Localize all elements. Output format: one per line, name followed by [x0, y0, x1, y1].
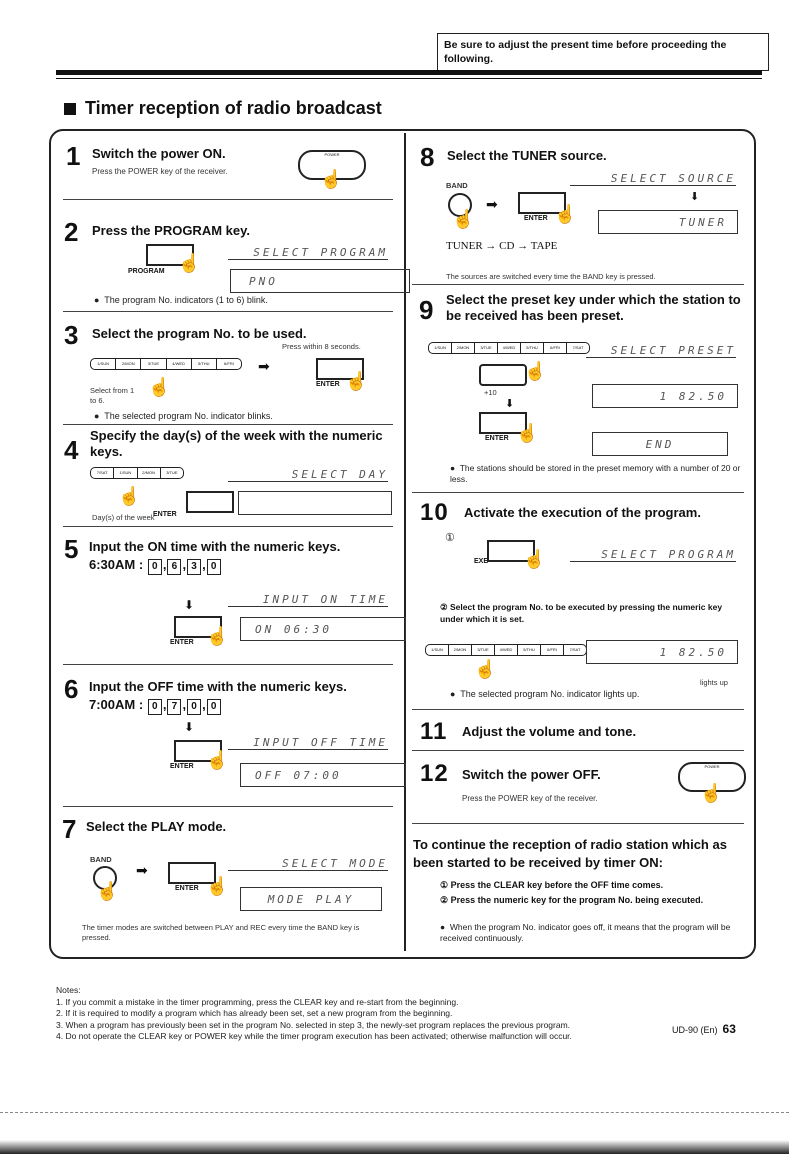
- hand-icon: ☝: [554, 204, 577, 224]
- step-9-title: Select the preset key under which the station to be received has been preset.: [446, 292, 741, 323]
- enter-key-label: ENTER: [170, 639, 194, 646]
- enter-key-label: ENTER: [485, 435, 509, 442]
- step-1-desc: Press the POWER key of the receiver.: [92, 167, 228, 176]
- scan-artifact-line: [0, 1112, 789, 1117]
- step-7-caption: The timer modes are switched between PLAY and REC every time the BAND key is pressed.: [82, 923, 360, 942]
- day-key-tue: 3/TUE: [140, 359, 165, 369]
- day-key-wed: 4/WED: [166, 359, 191, 369]
- enter-key-label: ENTER: [170, 763, 194, 770]
- header-rule-thin: [56, 78, 762, 79]
- step-5-title: Input the ON time with the numeric keys.: [89, 539, 341, 554]
- page-footer: [672, 1022, 736, 1036]
- step-2-bullet-text: The program No. indicators (1 to 6) blink.: [104, 295, 268, 305]
- day-keys-row: [90, 358, 242, 370]
- preset-key: 2/MON: [451, 343, 474, 353]
- step-divider: [63, 664, 393, 665]
- preset-key: 6/FRI: [543, 343, 566, 353]
- hand-icon: ☝: [206, 876, 229, 896]
- step-3-press: Press within 8 seconds.: [282, 342, 361, 351]
- step-10-sub-1: ①: [445, 532, 455, 544]
- numeric-key: 3: [187, 559, 201, 575]
- numeric-key: 0: [207, 559, 221, 575]
- program-key: 1/SUN: [431, 647, 443, 652]
- step-1-number: 1: [66, 141, 81, 171]
- week-keys-row: [90, 467, 184, 479]
- step-4-number: 4: [64, 435, 79, 465]
- step-3-select-from: Select from 1 to 6.: [90, 386, 135, 405]
- preset-key: 7/SAT: [566, 343, 589, 353]
- step-9-lcd-2: 1 82.50: [659, 389, 727, 403]
- hand-icon: ☝: [148, 377, 171, 397]
- step-divider: [63, 424, 393, 425]
- step-8-lcd-1: SELECT SOURCE: [570, 172, 736, 186]
- scan-artifact-band: [0, 1140, 789, 1154]
- step-2-lcd-2: PNO: [249, 274, 278, 288]
- enter-key-illustration: [186, 491, 234, 513]
- day-key-mon: 2/MON: [115, 359, 140, 369]
- step-3-title: Select the program No. to be used.: [92, 326, 307, 341]
- step-7-number: 7: [62, 814, 77, 844]
- section-title-text: Timer reception of radio broadcast: [85, 98, 382, 118]
- continue-item-2: ② Press the numeric key for the program No. being executed.: [440, 895, 704, 905]
- step-6-keys: 7:00AM : 0 , 7 , 0 , 0: [89, 697, 222, 715]
- step-10-bullet: ● The selected program No. indicator lights up.: [450, 689, 640, 699]
- enter-key-label: ENTER: [153, 511, 177, 518]
- note-item: 2. If it is required to modify a program which has already been set, set a new program from the beginning.: [56, 1008, 453, 1018]
- notes: [56, 985, 572, 1043]
- step-6-number: 6: [64, 674, 79, 704]
- step-7-lcd-2: MODE PLAY: [267, 892, 355, 906]
- step-7-title: Select the PLAY mode.: [86, 819, 227, 834]
- step-2-lcd-1: SELECT PROGRAM: [228, 246, 388, 260]
- hand-icon: ☝: [524, 361, 547, 381]
- power-label: POWER: [704, 764, 720, 769]
- day-key-thu: 5/THU: [191, 359, 216, 369]
- arrow-right-icon: ➡: [486, 196, 498, 212]
- step-4-caption: Day(s) of the week: [92, 513, 155, 522]
- step-divider: [63, 311, 393, 312]
- step-11-number: 11: [420, 718, 448, 745]
- hand-icon: ☝: [206, 626, 229, 646]
- step-9-number: 9: [419, 295, 434, 325]
- preset-keys-row: [428, 342, 590, 354]
- step-9-lcd-3: END: [645, 437, 675, 451]
- column-divider: [404, 133, 406, 951]
- step-divider: [412, 823, 744, 824]
- step-10-number: 10: [420, 499, 449, 526]
- section-title: [64, 98, 382, 119]
- step-9-lcd-1: SELECT PRESET: [586, 344, 736, 358]
- program-key: 4/WED: [494, 645, 517, 655]
- step-8-caption: The sources are switched every time the BAND key is pressed.: [446, 272, 656, 281]
- header-rule: [56, 70, 762, 75]
- step-3-bullet: ● The selected program No. indicator blinks.: [94, 411, 273, 421]
- enter-key-label: ENTER: [316, 381, 340, 388]
- preset-key: 5/THU: [520, 343, 543, 353]
- step-6-display: [240, 763, 406, 787]
- hand-icon: ☝: [118, 486, 141, 506]
- program-key: 6/FRI: [540, 645, 563, 655]
- step-4-display: [238, 491, 392, 515]
- step-2-display: [230, 269, 410, 293]
- step-divider: [63, 526, 393, 527]
- arrow-down-icon: ⬇: [184, 598, 195, 612]
- source-cycle: TUNER → CD → TAPE: [446, 240, 558, 252]
- step-9-bullet: ● The stations should be stored in the preset memory with a number of 20 or less.: [450, 463, 741, 484]
- continue-item-1: ① Press the CLEAR key before the OFF time comes.: [440, 880, 664, 890]
- note-item: 4. Do not operate the CLEAR key or POWER key while the timer program execution has been activated; otherwise malfunction will occur.: [56, 1031, 572, 1041]
- numeric-key: 0: [148, 699, 162, 715]
- enter-key-label: ENTER: [524, 215, 548, 222]
- note-item: 3. When a program has previously been set in the program No. selected in step 3, the newly-set program replaces the previous program.: [56, 1019, 571, 1030]
- step-5-lcd-2: ON 06:30: [255, 622, 332, 636]
- step-divider: [412, 492, 744, 493]
- step-6-example: 7:00AM :: [89, 697, 144, 712]
- plus10-key-illustration: [479, 364, 527, 386]
- hand-icon: ☝: [320, 169, 343, 189]
- step-8-display: [598, 210, 738, 234]
- step-5-keys: 6:30AM : 0 , 6 , 3 , 0: [89, 557, 222, 575]
- exe-key-label: EXE: [474, 558, 489, 565]
- day-key-sun-2: 1/SUN: [113, 468, 136, 478]
- hand-icon: ☝: [700, 783, 723, 803]
- band-label: BAND: [90, 855, 112, 864]
- step-10-title: Activate the execution of the program.: [464, 505, 701, 520]
- numeric-key: 7: [167, 699, 181, 715]
- hand-icon: ☝: [96, 881, 119, 901]
- continue-title: To continue the reception of radio station which as been started to be received by timer ON:: [413, 837, 727, 870]
- step-divider: [412, 709, 744, 710]
- step-9-display-1: [592, 384, 738, 408]
- enter-key-label: ENTER: [175, 885, 199, 892]
- program-key: 2/MON: [448, 645, 471, 655]
- lights-up-label: lights up: [700, 678, 728, 687]
- preset-key: 3/TUE: [474, 343, 497, 353]
- step-8-number: 8: [420, 142, 435, 172]
- numeric-key: 0: [207, 699, 221, 715]
- power-label: POWER: [324, 152, 340, 157]
- step-6-title: Input the OFF time with the numeric keys.: [89, 679, 347, 694]
- program-key: 3/TUE: [471, 645, 494, 655]
- step-6-lcd-1: INPUT OFF TIME: [228, 736, 388, 750]
- step-10-sub-2: ② Select the program No. to be executed by pressing the numeric key under which it is set.: [440, 602, 723, 624]
- numeric-key: 0: [148, 559, 162, 575]
- step-4-lcd-1: SELECT DAY: [228, 468, 388, 482]
- hand-icon: ☝: [178, 253, 201, 273]
- step-5-number: 5: [64, 534, 79, 564]
- step-2-title: Press the PROGRAM key.: [92, 223, 250, 238]
- day-key-sun: 1/SUN: [97, 361, 109, 366]
- square-bullet-icon: [64, 103, 76, 115]
- step-divider: [412, 750, 744, 751]
- day-key-mon-2: 2/MON: [137, 468, 160, 478]
- preset-key: 1/SUN: [434, 345, 446, 350]
- hand-icon: ☝: [516, 423, 539, 443]
- step-9-bullet-text: The stations should be stored in the preset memory with a number of 20 or less.: [450, 463, 741, 484]
- program-keys-row: [425, 644, 587, 656]
- program-key: 5/THU: [517, 645, 540, 655]
- step-divider: [412, 284, 744, 285]
- model-label: UD-90 (En): [672, 1025, 718, 1035]
- step-2-bullet: ● The program No. indicators (1 to 6) blink.: [94, 295, 268, 305]
- step-3-number: 3: [64, 320, 79, 350]
- step-12-number: 12: [420, 760, 449, 787]
- step-10-lcd-2: 1 82.50: [659, 645, 727, 659]
- arrow-down-icon: ⬇: [184, 720, 195, 734]
- hand-icon: ☝: [474, 659, 497, 679]
- band-label: BAND: [446, 181, 468, 190]
- arrow-down-icon: ⬇: [505, 398, 515, 410]
- preset-key: 4/WED: [497, 343, 520, 353]
- step-7-display: [240, 887, 382, 911]
- continue-bullet: ● When the program No. indicator goes off, it means that the program will be received continuously.: [440, 922, 731, 943]
- step-4-title: Specify the day(s) of the week with the numeric keys.: [90, 428, 383, 459]
- step-5-display: [240, 617, 406, 641]
- step-10-display: [586, 640, 738, 664]
- program-key-label: PROGRAM: [128, 268, 165, 275]
- step-10-lcd-1: SELECT PROGRAM: [570, 548, 736, 562]
- continue-bullet-text: When the program No. indicator goes off, it means that the program will be received continuously.: [440, 922, 731, 943]
- step-12-desc: Press the POWER key of the receiver.: [462, 794, 598, 803]
- arrow-right-icon: ➡: [136, 862, 148, 878]
- page-number: 63: [722, 1022, 736, 1036]
- step-8-title: Select the TUNER source.: [447, 148, 607, 163]
- hand-icon: ☝: [452, 209, 475, 229]
- step-11-title: Adjust the volume and tone.: [462, 724, 637, 739]
- arrow-down-icon: ⬇: [690, 191, 700, 203]
- step-1-title: Switch the power ON.: [92, 146, 226, 161]
- note-item: 1. If you commit a mistake in the timer programming, press the CLEAR key and re-start from the beginning.: [56, 996, 459, 1007]
- notes-label: Notes:: [56, 985, 81, 995]
- step-7-lcd-1: SELECT MODE: [228, 857, 388, 871]
- step-12-title: Switch the power OFF.: [462, 767, 601, 782]
- notice-box: Be sure to adjust the present time before proceeding the following.: [437, 33, 769, 71]
- hand-icon: ☝: [523, 549, 546, 569]
- step-divider: [63, 199, 393, 200]
- hand-icon: ☝: [206, 750, 229, 770]
- plus10-label: +10: [484, 388, 497, 397]
- step-9-display-2: [592, 432, 728, 456]
- step-2-number: 2: [64, 217, 79, 247]
- step-5-example: 6:30AM :: [89, 557, 144, 572]
- step-10-bullet-text: The selected program No. indicator lights up.: [460, 689, 640, 699]
- step-6-lcd-2: OFF 07:00: [255, 768, 342, 782]
- arrow-right-icon: ➡: [258, 358, 270, 374]
- hand-icon: ☝: [345, 371, 368, 391]
- program-key: 7/SAT: [563, 645, 586, 655]
- day-key-fri: 6/FRI: [216, 359, 241, 369]
- numeric-key: 6: [167, 559, 181, 575]
- step-8-lcd-2: TUNER: [678, 215, 727, 229]
- step-divider: [63, 806, 393, 807]
- step-5-lcd-1: INPUT ON TIME: [228, 593, 388, 607]
- day-key-sat: 7/SAT: [96, 470, 108, 475]
- numeric-key: 0: [187, 699, 201, 715]
- step-3-bullet-text: The selected program No. indicator blinks.: [104, 411, 273, 421]
- day-key-tue-2: 3/TUE: [160, 468, 183, 478]
